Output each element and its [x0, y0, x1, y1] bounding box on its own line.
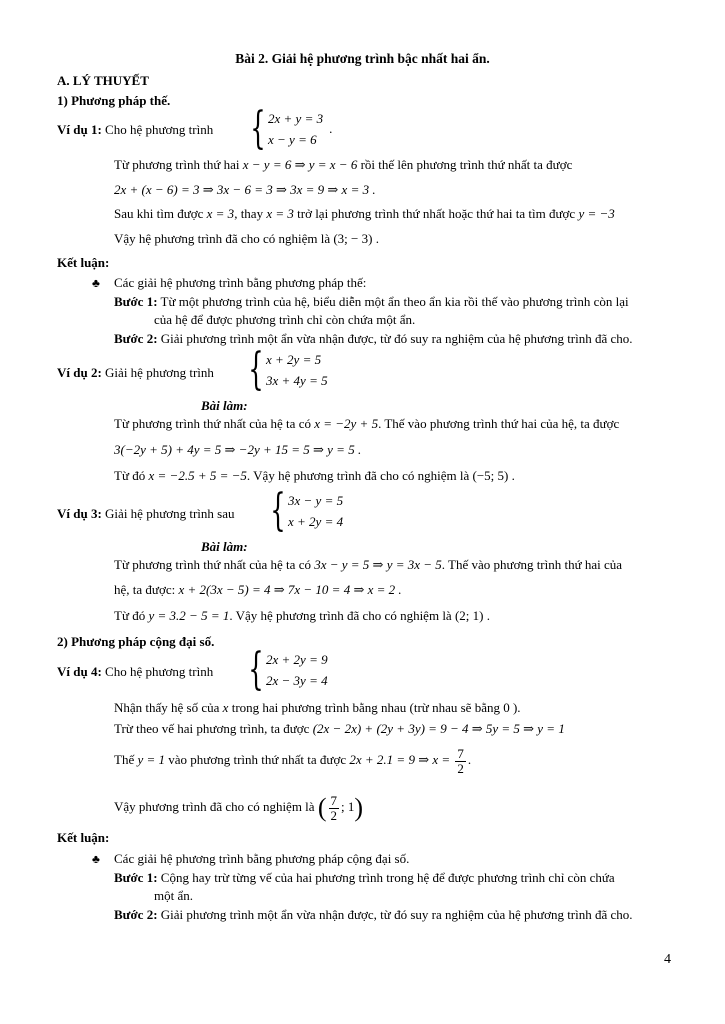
example-1-line-1: Từ phương trình thứ hai x − y = 6 ⇒ y = x − 6 rồi thế lên phương trình thứ nhất ta được: [114, 157, 573, 172]
fraction: $\frac{7}{2}$: [330, 792, 337, 823]
example-2-line-3: Từ đó x = −2.5 + 5 = −5. Vậy hệ phương trình đã cho có nghiệm là (−5; 5) .: [114, 468, 515, 483]
equation: x + 2y = 4: [288, 514, 344, 529]
equation: x − y = 6: [268, 132, 317, 147]
conclusion-1-label: Kết luận:: [57, 255, 110, 270]
example-2-line-1: Từ phương trình thứ nhất của hệ ta có x = −2y + 5. Thế vào phương trình thứ hai của hệ, ta được: [114, 416, 620, 431]
example-1-system: { 2x + y = 3 x − y = 6 .: [250, 103, 333, 154]
example-1-line-3: Sau khi tìm được x = 3, thay x = 3 trở lại phương trình thứ nhất hoặc thứ hai ta tìm được y = −3: [114, 206, 615, 221]
example-1-intro: Ví dụ 1: Cho hệ phương trình: [57, 122, 214, 137]
example-2-line-2: 3(−2y + 5) + 4y = 5 ⇒ −2y + 15 = 5 ⇒ y = 5 .: [114, 442, 362, 457]
equation: 2x + y = 3: [268, 111, 324, 126]
page-number: 4: [664, 952, 671, 967]
conclusion-2-step-1-cont: một ẩn.: [154, 888, 193, 903]
system-brace: {: [248, 644, 264, 695]
conclusion-1-step-1-cont: của hệ để được phương trình chỉ còn chứa một ẩn.: [154, 312, 416, 327]
conclusion-2-label: Kết luận:: [57, 830, 110, 845]
subsection-substitution: 1) Phương pháp thế.: [57, 93, 171, 108]
fraction: $\frac{7}{2}$: [457, 745, 464, 776]
system-brace: {: [270, 485, 286, 536]
conclusion-2-line: Các giải hệ phương trình bằng phương pháp cộng đại số.: [114, 851, 410, 866]
conclusion-2-step-2: Bước 2: Giải phương trình một ẩn vừa nhận được, từ đó suy ra nghiệm của hệ phương trình đã cho.: [114, 907, 633, 922]
equation: 3x + 4y = 5: [266, 373, 328, 388]
section-heading-theory: A. LÝ THUYẾT: [57, 73, 149, 88]
club-bullet-icon: ♣: [92, 276, 100, 290]
example-3-line-3: Từ đó y = 3.2 − 5 = 1. Vậy hệ phương trình đã cho có nghiệm là (2; 1) .: [114, 608, 490, 623]
system-brace: {: [250, 103, 266, 154]
equation: 2x − 3y = 4: [266, 673, 328, 688]
example-2-intro: Ví dụ 2: Giải hệ phương trình: [57, 365, 214, 380]
subsection-addition: 2) Phương pháp cộng đại số.: [57, 634, 215, 649]
example-3-line-2: hệ, ta được: x + 2(3x − 5) = 4 ⇒ 7x − 10 = 4 ⇒ x = 2 .: [114, 582, 402, 597]
example-1-line-4: Vậy hệ phương trình đã cho có nghiệm là (3; − 3) .: [114, 231, 379, 246]
example-3-system: [268, 485, 344, 536]
left-paren: (: [317, 793, 327, 823]
example-2-system: [246, 344, 328, 395]
example-4-system: [246, 644, 328, 695]
conclusion-1-line: Các giải hệ phương trình bằng phương pháp thế:: [114, 275, 367, 290]
example-4-line-3: Thế y = 1 vào phương trình thứ nhất ta được 2x + 2.1 = 9 ⇒ x = $\frac{7}{2}$ .: [114, 745, 472, 776]
conclusion-1-step-2: Bước 2: Giải phương trình một ẩn vừa nhận được, từ đó suy ra nghiệm của hệ phương trình đã cho.: [114, 331, 633, 346]
system-brace: {: [248, 344, 264, 395]
equation: 2x + 2y = 9: [266, 652, 328, 667]
example-1-line-2: 2x + (x − 6) = 3 ⇒ 3x − 6 = 3 ⇒ 3x = 9 ⇒ x = 3 .: [114, 182, 376, 197]
example-3-intro: Ví dụ 3: Giải hệ phương trình sau: [57, 506, 235, 521]
solution-label: Bài làm:: [201, 398, 248, 413]
solution-label: Bài làm:: [201, 539, 248, 554]
lesson-title: Bài 2. Giải hệ phương trình bậc nhất hai ẩn.: [235, 51, 490, 66]
equation: 3x − y = 5: [288, 493, 344, 508]
club-bullet-icon: ♣: [92, 852, 100, 866]
example-4-line-4: Vậy phương trình đã cho có nghiệm là ( $\frac{7}{2}$ ; 1): [114, 792, 364, 823]
example-4-line-2: Trừ theo vế hai phương trình, ta được (2x − 2x) + (2y + 3y) = 9 − 4 ⇒ 5y = 5 ⇒ y = 1: [114, 721, 565, 736]
right-paren: ): [354, 793, 364, 823]
conclusion-2-step-1: Bước 1: Cộng hay trừ từng vế của hai phương trình trong hệ để được phương trình chỉ còn chứa: [114, 870, 615, 885]
example-3-line-1: Từ phương trình thứ nhất của hệ ta có 3x − y = 5 ⇒ y = 3x − 5. Thế vào phương trình thứ hai của: [114, 557, 623, 572]
example-4-line-1: Nhận thấy hệ số của x trong hai phương trình bằng nhau (trừ nhau sẽ bằng 0 ).: [114, 700, 521, 715]
example-4-intro: Ví dụ 4: Cho hệ phương trình: [57, 664, 214, 679]
equation: x + 2y = 5: [266, 352, 322, 367]
conclusion-1-step-1: Bước 1: Từ một phương trình của hệ, biểu diễn một ẩn theo ẩn kia rồi thế vào phương trình còn lại: [114, 294, 629, 309]
